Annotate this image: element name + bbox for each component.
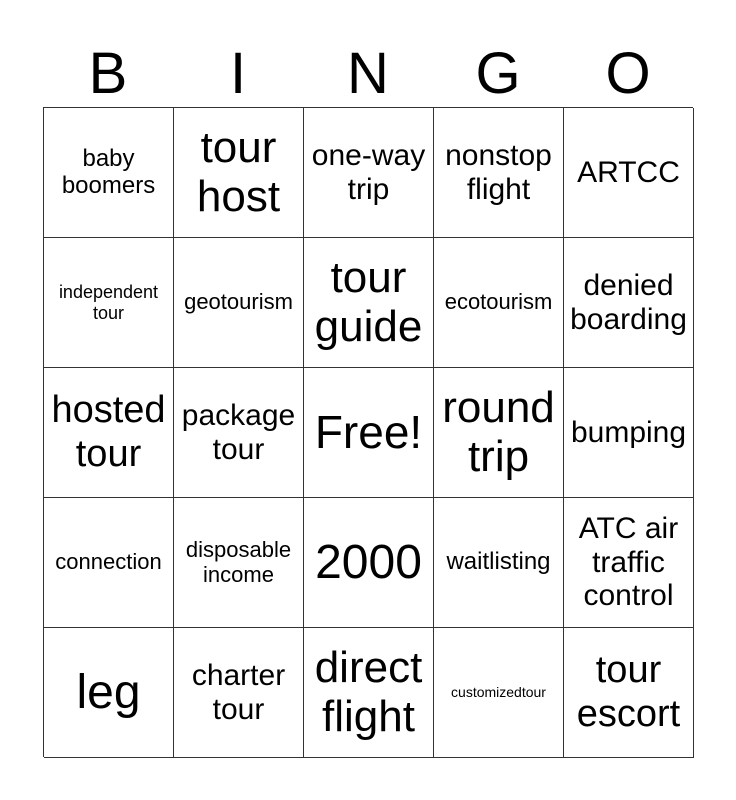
header-letter-i: I	[229, 41, 247, 106]
bingo-cell[interactable]: connection	[44, 498, 174, 628]
bingo-cell[interactable]: tour guide	[304, 238, 434, 368]
bingo-cell[interactable]: customizedtour	[434, 628, 564, 758]
bingo-cell[interactable]: waitlisting	[434, 498, 564, 628]
bingo-cell[interactable]: charter tour	[174, 628, 304, 758]
bingo-header	[43, 40, 693, 108]
bingo-cell[interactable]: round trip	[434, 368, 564, 498]
bingo-cell[interactable]: direct flight	[304, 628, 434, 758]
bingo-cell[interactable]: package tour	[174, 368, 304, 498]
header-letter-n: N	[347, 41, 389, 106]
header-letter-o: O	[605, 41, 651, 106]
bingo-cell[interactable]: ecotourism	[434, 238, 564, 368]
bingo-cell[interactable]: tour host	[174, 108, 304, 238]
free-space-cell[interactable]: Free!	[304, 368, 434, 498]
bingo-cell[interactable]: ARTCC	[564, 108, 694, 238]
bingo-cell[interactable]: leg	[44, 628, 174, 758]
bingo-cell[interactable]: nonstop flight	[434, 108, 564, 238]
header-letter-b: B	[88, 41, 128, 106]
bingo-cell[interactable]: 2000	[304, 498, 434, 628]
bingo-cell[interactable]: ATC air traffic control	[564, 498, 694, 628]
bingo-cell[interactable]: denied boarding	[564, 238, 694, 368]
bingo-cell[interactable]: one-way trip	[304, 108, 434, 238]
bingo-cell[interactable]: hosted tour	[44, 368, 174, 498]
bingo-cell[interactable]: bumping	[564, 368, 694, 498]
bingo-grid	[43, 107, 693, 757]
bingo-cell[interactable]: baby boomers	[44, 108, 174, 238]
header-letter-g: G	[475, 41, 521, 106]
bingo-cell[interactable]: disposable income	[174, 498, 304, 628]
bingo-cell[interactable]: tour escort	[564, 628, 694, 758]
bingo-cell[interactable]: geotourism	[174, 238, 304, 368]
bingo-cell[interactable]: independent tour	[44, 238, 174, 368]
